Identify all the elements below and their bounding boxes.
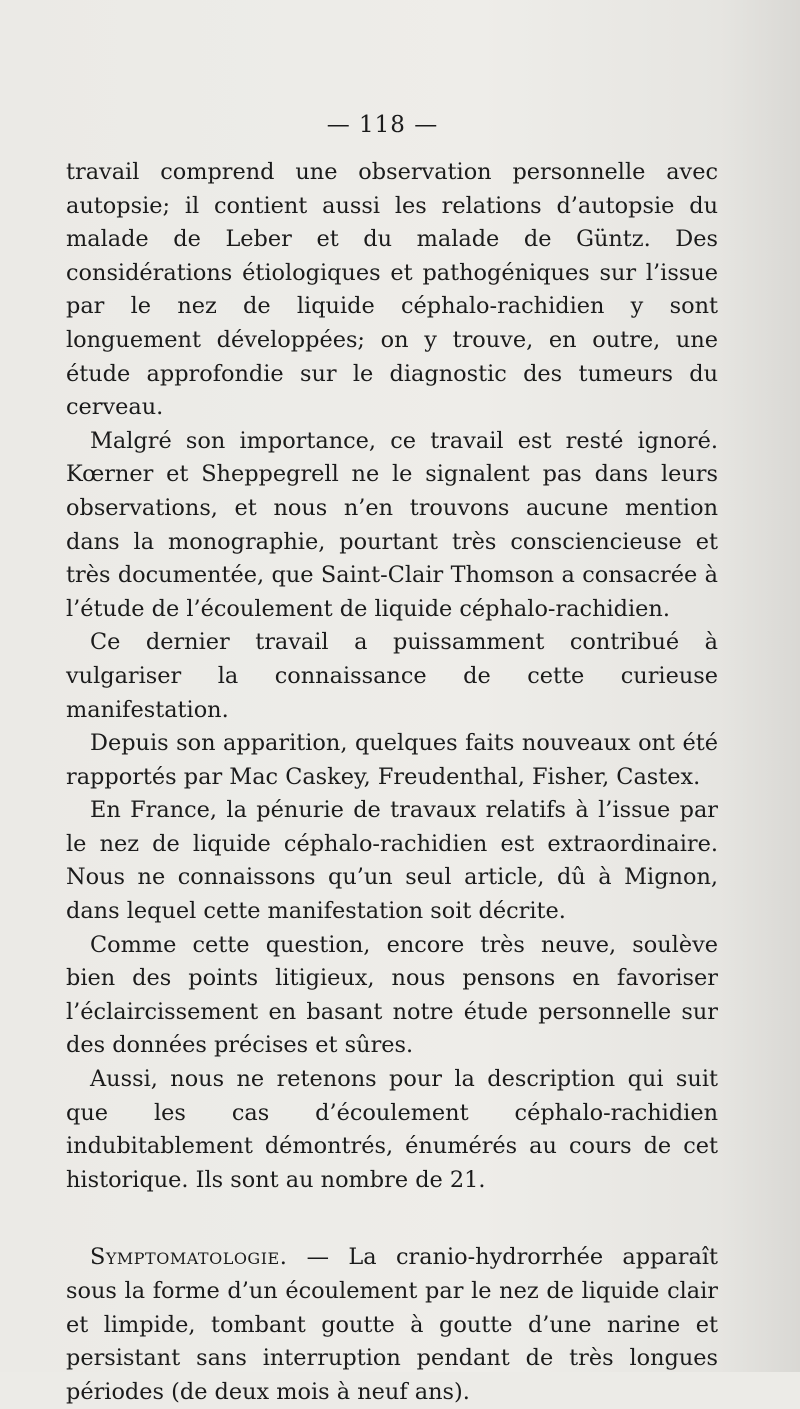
case-count: 21	[449, 1166, 479, 1193]
section-paragraph	[66, 1241, 718, 1409]
page-number: — 118 —	[326, 112, 439, 138]
paragraph-text: Aussi, nous ne retenons pour la description qui suit que les cas d’écoulement céphalo-rachidien indubitablement démontrés, énumérés au cours de cet historique. Ils sont au nombre de	[66, 1066, 718, 1193]
section-heading: Symptomatologie.	[90, 1244, 288, 1271]
case-count-suffix: .	[478, 1166, 486, 1193]
body-text	[66, 156, 718, 1409]
paragraph: Depuis son apparition, quelques faits nouveaux ont été rapportés par Mac Caskey, Freudenthal, Fisher, Castex.	[66, 730, 718, 790]
paragraph-case-count	[66, 1063, 718, 1197]
paragraph-continuation: travail comprend une observation personnelle avec autopsie; il contient aussi les relations d’autopsie du malade de Leber et du malade de Güntz. Des considérations étiologiques et pathogéniques sur l’issue par le nez de liquide céphalo-rachidien y sont longuement développées; on y trouve, en outre, une étude approfondie sur le diagnostic des tumeurs du cerveau.	[66, 159, 718, 421]
paragraph: Malgré son importance, ce travail est resté ignoré. Kœrner et Sheppegrell ne le signalent pas dans leurs observations, et nous n’en trouvons aucune mention dans la monographie, pourtant très consciencieuse et très documentée, que Saint-Clair Thomson a consacrée à l’étude de l’écoulement de liquide céphalo-rachidien.	[66, 427, 718, 622]
paragraph: Comme cette question, encore très neuve, soulève bien des points litigieux, nous pensons en favoriser l’éclaircissement en basant notre étude personnelle sur des données précises et sûres.	[66, 931, 718, 1059]
section-text: — La cranio-hydrorrhée apparaît sous la forme d’un écoulement par le nez de liquide clair et limpide, tombant goutte à goutte d’une narine et persistant sans interruption pendant de très longues périodes (de deux mois à neuf ans).	[66, 1244, 718, 1405]
paragraph: En France, la pénurie de travaux relatifs à l’issue par le nez de liquide céphalo-rachidien est extraordinaire. Nous ne connaissons qu’un seul article, dû à Mignon, dans lequel cette manifestation soit décrite.	[66, 797, 718, 925]
paragraph: Ce dernier travail a puissamment contribué à vulgariser la connaissance de cette curieuse manifestation.	[66, 629, 718, 723]
